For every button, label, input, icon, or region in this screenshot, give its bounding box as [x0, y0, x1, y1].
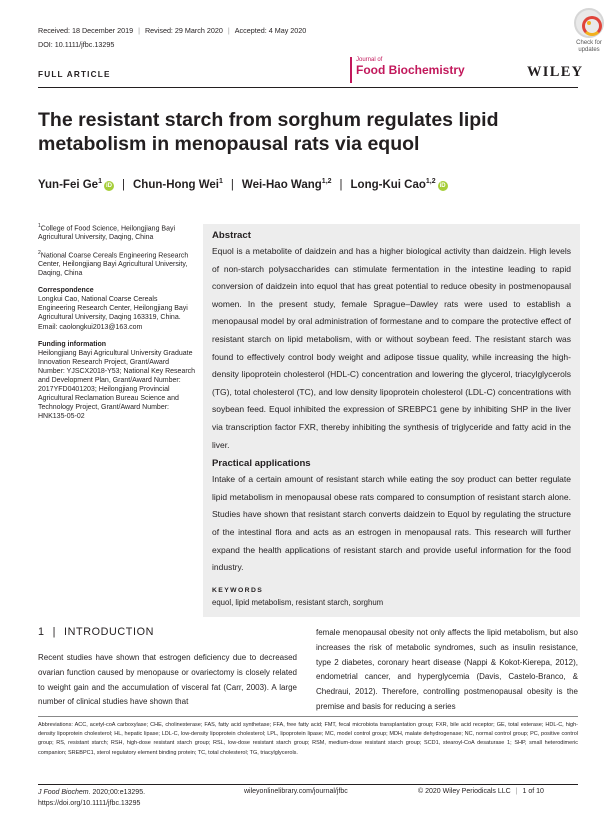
citation-url[interactable]: https://doi.org/10.1111/jfbc.13295: [38, 799, 141, 807]
keywords-heading: KEYWORDS: [212, 586, 264, 594]
author-name: Yun-Fei Ge: [38, 179, 99, 191]
abstract-text: Equol is a metabolite of daidzein and has a higher biological activity than daidzein. High levels of non-starch polysaccharides can stimulate fermentation in the intestine leading to rapid conversion of daidzein into equol that has great potential to reduce obesity in postmenopausal women. In the present study, female Sprague–Dawley rats were used to establish a menopausal model by oral administration of formestane and to compare the protective effect of resistant starch on lipid metabolism, with or without soybean feed. The resistant starch was found to effectively control body weight and adipose tissue quality, while increasing the high-density lipoprotein cholesterol (HDL-C) concentration and lowering the glycerol, triacylglycerols (TG), total cholesterol (TC), and low density lipoprotein cholesterol (LDL-C) concentrations with soybean feed. Equol inhibited the expression of SREBPC1 gene by inhibiting SHP in the liver via transcription factor FXR, thereby inhibiting the synthesis of triglyceride and fatty acid in the liver.: [212, 246, 571, 450]
introduction-heading: [38, 626, 154, 638]
received-date: Received: 18 December 2019: [38, 26, 134, 35]
author-separator: |: [230, 179, 234, 191]
author-affiliation-mark: 1: [219, 178, 223, 186]
author[interactable]: [351, 179, 448, 191]
check-for-updates-button[interactable]: [566, 8, 612, 58]
section-number: 1: [38, 626, 45, 638]
author-affiliation-mark: 1: [98, 178, 102, 186]
check-updates-label: Check for updates: [576, 40, 602, 53]
date-separator: |: [138, 26, 140, 35]
affiliation: [38, 222, 196, 243]
orcid-icon[interactable]: iD: [105, 183, 112, 189]
section-separator: |: [52, 626, 57, 638]
section-label: FULL ARTICLE: [38, 70, 111, 79]
article-info-column: [38, 222, 196, 421]
affiliation-mark: 1: [38, 223, 41, 229]
funding-text: Heilongjiang Bayi Agricultural University Graduate Innovation Research Project, Grant/Award Number: YJSCX2018-Y53; National Key Research and Development Plan, Grant/Award Number: 2017YFD0401203; Heilongjiang Provincial Agricultural Reclamation Bureau Science and Technology Project, Grant/Award Number: HNK135-05-02: [38, 349, 196, 421]
section-title: INTRODUCTION: [64, 626, 154, 638]
author-affiliation-mark: 1,2: [425, 178, 436, 186]
introduction-text-right: female menopausal obesity not only affects the lipid metabolism, but also increases the risk of metabolic syndromes, such as insulin resistance, type 2 diabetes, coronary heart disease (Nappi & Kokot-Kierepa, 2012), endometrial cancer, and hyperglycemia (Davis, Castelo-Branco, & Chedraui, 2012). Therefore, controlling postmenopausal obesity is the premise and basis for reducing a series: [316, 628, 578, 711]
author[interactable]: [242, 179, 332, 191]
practical-applications-heading: Practical applications: [212, 458, 311, 470]
orcid-icon[interactable]: iD: [439, 183, 446, 189]
correspondence-text: Longkui Cao, National Coarse Cereals Engineering Research Center, Heilongjiang Bayi Agricultural University, Daqing 163319, China.: [38, 296, 188, 322]
affiliation-text: National Coarse Cereals Engineering Research Center, Heilongjiang Bayi Agricultural University, Daqing, China: [38, 251, 189, 278]
article-title: The resistant starch from sorghum regulates lipid metabolism in menopausal rats via equol: [38, 109, 499, 155]
abstract-box: [203, 224, 580, 617]
author-separator: |: [339, 179, 343, 191]
abstract-heading: Abstract: [212, 230, 251, 241]
journal-logo[interactable]: [350, 57, 465, 83]
author-affiliation-mark: 1,2: [321, 178, 332, 186]
author-separator: |: [121, 179, 125, 191]
article-dates: [38, 26, 306, 35]
publisher-logo[interactable]: WILEY: [527, 64, 584, 80]
citation-line: [38, 788, 145, 799]
keywords-text: equol, lipid metabolism, resistant starch, sorghum: [212, 597, 384, 607]
check-updates-icon: [574, 8, 604, 38]
affiliation-text: College of Food Science, Heilongjiang Bayi Agricultural University, Daqing, China: [38, 225, 176, 242]
copyright-text: © 2020 Wiley Periodicals LLC: [418, 788, 511, 795]
funding-heading: Funding information: [38, 340, 107, 348]
footer-divider: [38, 784, 578, 785]
footer-citation: [38, 788, 145, 809]
revised-date: Revised: 29 March 2020: [144, 26, 223, 35]
accepted-date: Accepted: 4 May 2020: [234, 26, 307, 35]
journal-logo-name: Food Biochemistry: [356, 63, 465, 77]
author-name: Chun-Hong Wei: [132, 179, 220, 191]
header-divider: [38, 87, 578, 88]
author[interactable]: [38, 179, 114, 191]
affiliation-mark: 2: [38, 249, 41, 256]
author-name: Wei-Hao Wang: [241, 179, 322, 191]
author-list: [38, 179, 578, 191]
page-number: 1 of 10: [522, 788, 544, 795]
affiliation: [38, 249, 196, 279]
journal-abbrev: J Food Biochem.: [38, 789, 91, 796]
author[interactable]: [133, 179, 223, 191]
date-separator: |: [227, 26, 230, 35]
doi-link[interactable]: DOI: 10.1111/jfbc.13295: [38, 40, 115, 49]
abbreviations-text: Abbreviations: ACC, acetyl-coA carboxylase; CHE, cholinesterase; FAS, fatty acid synthetase; FFA, free fatty acid; FMT, fecal microbiota transplantation group; FXR, bile acid receptor; GE, total esterase; HDL-C, high-density lipoprotein cholesterol; HL, hepatic lipase; LDL-C, low-density lipoprotein cholesterol; LPL, lipoprotein lipase; MC, model control group; MDH, malate dehydrogenase; NC, normal control group; PC, positive control group; RS, resistant starch; RSH, high-dose resistant starch group; RSL, low-dose resistant starch group; RSM, medium-dose resistant starch group; SCD1, stearoyl-CoA desaturase 1; SHP, small heterodimeric companion; SREBPC1, sterol regulatory element binding protein; TC, total cholesterol; TG, triacylglycerols.: [38, 722, 578, 756]
author-name: Long-Kui Cao: [350, 179, 426, 191]
introduction-text-left: Recent studies have shown that estrogen deficiency due to decreased ovarian function caused by menopause or ovariectomy is closely related to weight gain and the accumulation of visceral fat (Carr, 2003). A large number of clinical studies have shown that: [38, 653, 297, 707]
journal-logo-small: Journal of: [356, 57, 383, 63]
correspondence-email[interactable]: Email: caolongkui2013@163.com: [38, 323, 143, 331]
abbreviations-divider: [38, 716, 578, 717]
journal-site-link[interactable]: wileyonlinelibrary.com/journal/jfbc: [244, 788, 348, 795]
footer-separator: |: [515, 788, 518, 795]
practical-applications-text: Intake of a certain amount of resistant starch while eating the soy product can better regulate lipid metabolism in menopausal obese rats compared to consumption of resistant starch alone. Studies have shown that resistant starch converts daidzein to Equol by regulating the structure of the intestinal flora and acts as an estrogen in menopausal rats. This research will further expand the health applications of resistant starch and provide useful information for the food industry.: [212, 474, 571, 573]
correspondence-heading: Correspondence: [38, 287, 94, 295]
citation-volume: 2020;00:e13295.: [90, 789, 146, 796]
footer-right: [418, 788, 544, 795]
